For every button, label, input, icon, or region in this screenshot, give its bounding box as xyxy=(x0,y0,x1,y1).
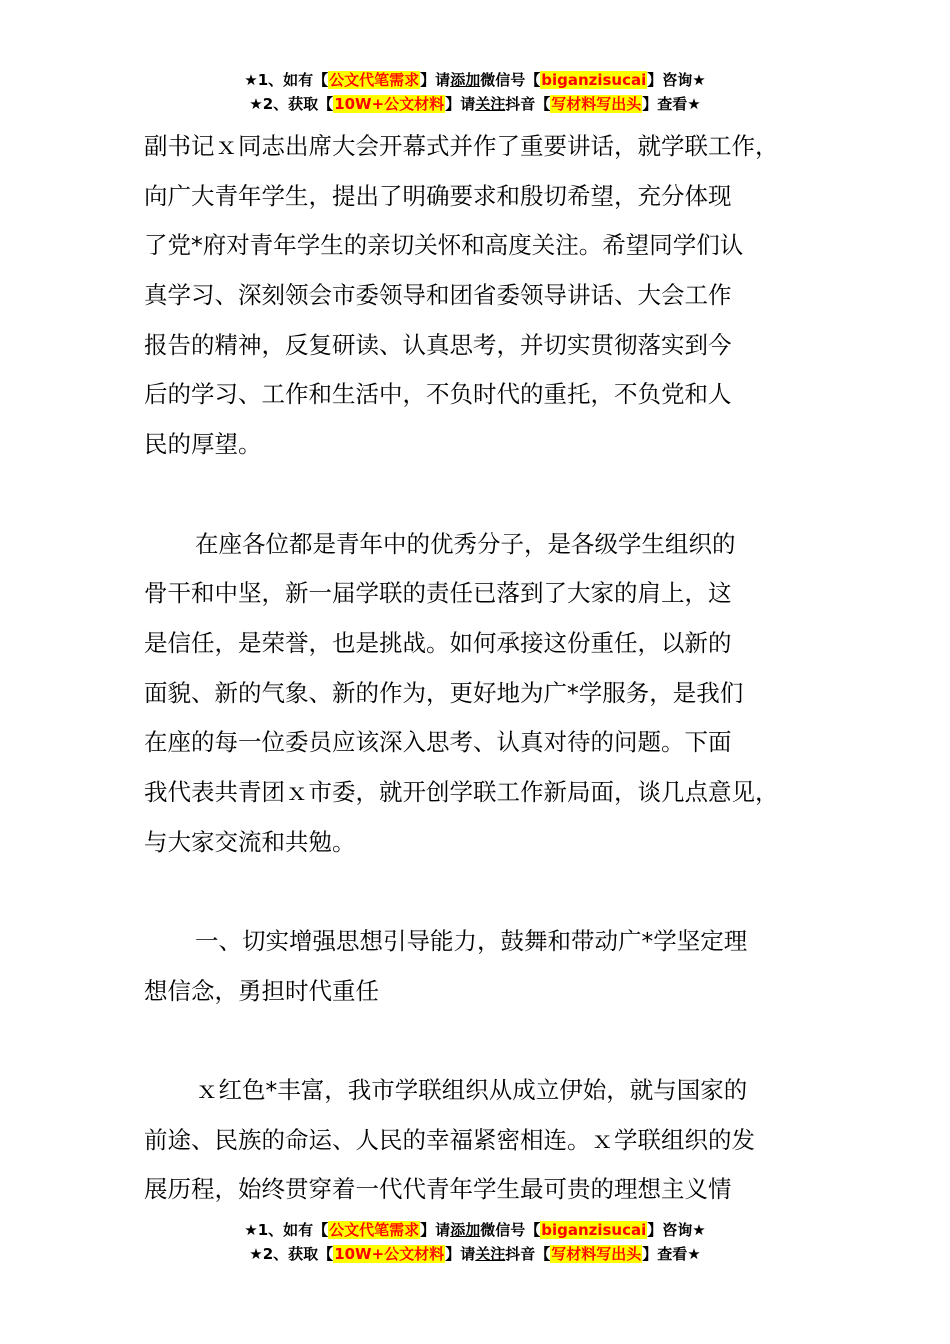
banner-underlined-text: 关注 xyxy=(475,95,506,113)
heading-line: 一、切实增强思想引导能力，鼓舞和带动广*学坚定理 xyxy=(195,927,748,955)
paragraph-spacer xyxy=(0,867,950,917)
banner-text: 】请 xyxy=(445,1245,476,1263)
banner-text: ★2、获取【 xyxy=(249,1245,334,1263)
banner-underlined-text: 添加 xyxy=(450,71,481,89)
text-line: 前途、民族的命运、人民的幸福紧密相连。ｘ学联组织的发 xyxy=(144,1125,755,1154)
banner-highlight-service: 公文代笔需求 xyxy=(329,1221,420,1239)
text-line: 面貌、新的气象、新的作为，更好地为广*学服务，是我们 xyxy=(144,678,744,707)
heading-line: 想信念，勇担时代重任 xyxy=(144,976,379,1005)
banner-highlight-douyin: 写材料写出头 xyxy=(551,95,642,113)
banner-text: 抖音【 xyxy=(505,95,551,113)
section-heading-1 xyxy=(0,917,950,1016)
banner-text: 】咨询★ xyxy=(647,71,706,89)
banner-text: 】查看★ xyxy=(642,1245,701,1263)
text-line: 报告的精神，反复研读、认真思考，并切实贯彻落实到今 xyxy=(144,330,732,359)
banner-text: ★1、如有【 xyxy=(244,71,329,89)
banner-highlight-service: 公文代笔需求 xyxy=(329,71,420,89)
text-line: 与大家交流和共勉。 xyxy=(144,827,356,856)
text-line: 在座的每一位委员应该深入思考、认真对待的问题。下面 xyxy=(144,728,732,757)
text-line: 是信任，是荣誉，也是挑战。如何承接这份重任，以新的 xyxy=(144,628,732,657)
text-line: 后的学习、工作和生活中，不负时代的重托，不负党和人 xyxy=(144,380,732,409)
text-line: 副书记ｘ同志出席大会开幕式并作了重要讲话，就学联工作， xyxy=(144,132,779,160)
banner-line-2 xyxy=(0,92,950,116)
text-line: 民的厚望。 xyxy=(144,430,262,459)
banner-text: ★1、如有【 xyxy=(244,1221,329,1239)
paragraph-2 xyxy=(0,520,950,868)
text-line: 了党*府对青年学生的亲切关怀和高度关注。希望同学们认 xyxy=(144,231,744,260)
banner-highlight-wechat-id: biganzisucai xyxy=(541,71,647,89)
footer-banner xyxy=(0,1218,950,1266)
header-banner xyxy=(0,68,950,116)
document-body xyxy=(0,122,950,1215)
banner-text: 抖音【 xyxy=(505,1245,551,1263)
banner-text: 微信号【 xyxy=(480,71,541,89)
banner-text: 】请 xyxy=(420,71,451,89)
text-line: 在座各位都是青年中的优秀分子，是各级学生组织的 xyxy=(195,529,736,558)
paragraph-3 xyxy=(0,1066,950,1215)
banner-underlined-text: 添加 xyxy=(450,1221,481,1239)
banner-line-2 xyxy=(0,1242,950,1266)
banner-text: 】咨询★ xyxy=(647,1221,706,1239)
banner-line-1 xyxy=(0,68,950,92)
text-line: 真学习、深刻领会市委领导和团省委领导讲话、大会工作 xyxy=(144,281,732,310)
banner-highlight-douyin: 写材料写出头 xyxy=(551,1245,642,1263)
banner-highlight-materials: 10W+公文材料 xyxy=(334,95,445,113)
banner-highlight-materials: 10W+公文材料 xyxy=(334,1245,445,1263)
paragraph-spacer xyxy=(0,470,950,520)
banner-text: ★2、获取【 xyxy=(249,95,334,113)
paragraph-spacer xyxy=(0,1016,950,1066)
text-line: 展历程，始终贯穿着一代代青年学生最可贵的理想主义情 xyxy=(144,1175,732,1204)
text-line: ｘ红色*丰富，我市学联组织从成立伊始，就与国家的 xyxy=(195,1076,748,1105)
text-line: 我代表共青团ｘ市委，就开创学联工作新局面，谈几点意见， xyxy=(144,777,779,806)
banner-text: 微信号【 xyxy=(480,1221,541,1239)
banner-underlined-text: 关注 xyxy=(475,1245,506,1263)
paragraph-1 xyxy=(0,122,950,470)
banner-highlight-wechat-id: biganzisucai xyxy=(541,1221,647,1239)
banner-text: 】请 xyxy=(420,1221,451,1239)
banner-line-1 xyxy=(0,1218,950,1242)
text-line: 骨干和中坚，新一届学联的责任已落到了大家的肩上，这 xyxy=(144,579,732,608)
text-line: 向广大青年学生，提出了明确要求和殷切希望，充分体现 xyxy=(144,181,732,210)
banner-text: 】请 xyxy=(445,95,476,113)
banner-text: 】查看★ xyxy=(642,95,701,113)
